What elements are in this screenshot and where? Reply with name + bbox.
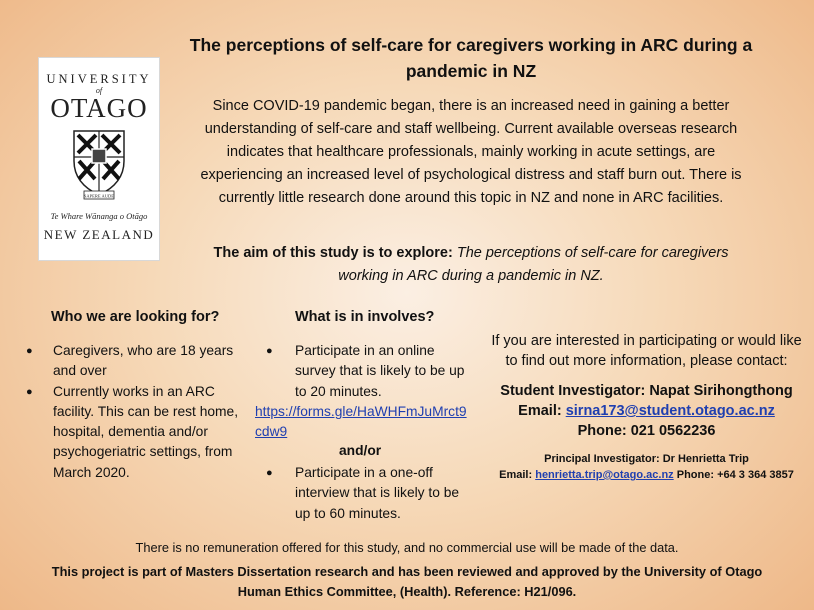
- logo-motto: SAPERE AUDE: [83, 193, 115, 199]
- logo-maori-text: Te Whare Wānanga o Otāgo: [50, 211, 148, 221]
- student-investigator: Student Investigator: Napat Sirihongthong: [500, 383, 793, 399]
- bullet-icon: ●: [26, 345, 33, 357]
- and-or-text: and/or: [339, 443, 382, 458]
- survey-link[interactable]: https://forms.gle/HaWHFmJuMrct9cdw9: [255, 404, 467, 440]
- logo-university-text: UNIVERSITY: [46, 72, 152, 86]
- list-item-text: Currently works in an ARC facility. This can be rest home, hospital, dementia and/or psychogeriatric settings, from March 2020.: [53, 383, 239, 480]
- logo-of-text: of: [95, 86, 103, 95]
- pi-email-link[interactable]: henrietta.trip@otago.ac.nz: [535, 469, 674, 481]
- list-item: [26, 382, 257, 483]
- ethics-approval-note: This project is part of Masters Dissertation research and has been reviewed and approved by the University of Otago Human Ethics Committee, (Health). Reference: H21/096.: [51, 564, 763, 599]
- logo-country-text: NEW ZEALAND: [43, 227, 155, 242]
- student-phone: Phone: 021 0562236: [577, 423, 716, 439]
- list-item: [26, 341, 257, 382]
- involves-item-1: [266, 341, 471, 402]
- email-label: Email:: [518, 403, 566, 419]
- remuneration-note: There is no remuneration offered for this study, and no commercial use will be made of the data.: [135, 540, 679, 555]
- aim-text: The perceptions of self-care for caregivers working in ARC during a pandemic in NZ.: [338, 245, 729, 284]
- student-email-link[interactable]: sirna173@student.otago.ac.nz: [565, 403, 775, 419]
- pi-contact-line: [484, 467, 809, 483]
- intro-paragraph: Since COVID-19 pandemic began, there is an increased need in gaining a better understanding of self-care and staff wellbeing. Current available overseas research indicates that healthcare professionals, mainly working in acute settings, are experiencing an increased level of psychological distress and staff burn out. There is currently little research done around this topic in NZ and none in ARC facilities.: [200, 98, 742, 206]
- contact-intro: If you are interested in participating or would like to find out more information, please contact:: [491, 333, 802, 369]
- looking-heading: Who we are looking for?: [51, 309, 220, 325]
- involves-item-2: [266, 463, 471, 524]
- page-title: The perceptions of self-care for caregivers working in ARC during a pandemic in NZ: [189, 35, 753, 81]
- aim-paragraph: [196, 242, 746, 288]
- crest-icon: [70, 127, 128, 201]
- university-logo: [38, 57, 160, 261]
- looking-list: [26, 341, 257, 483]
- aim-lead: The aim of this study is to explore:: [213, 245, 453, 261]
- list-item-text: Participate in an online survey that is likely to be up to 20 minutes.: [295, 343, 465, 399]
- principal-investigator: Principal Investigator: Dr Henrietta Trip: [544, 453, 749, 465]
- list-item-text: Participate in a one-off interview that is likely to be up to 60 minutes.: [295, 465, 460, 521]
- email-label: Email:: [499, 469, 536, 481]
- contact-section: [484, 331, 809, 483]
- involves-heading: What is in involves?: [295, 309, 435, 325]
- pi-phone: Phone: +64 3 364 3857: [673, 469, 794, 481]
- logo-otago-text: OTAGO: [50, 93, 148, 123]
- bullet-icon: ●: [266, 345, 273, 357]
- bullet-icon: ●: [266, 467, 273, 479]
- student-email-line: [484, 401, 809, 421]
- bullet-icon: ●: [26, 385, 33, 398]
- list-item-text: Caregivers, who are 18 years and over: [53, 343, 234, 379]
